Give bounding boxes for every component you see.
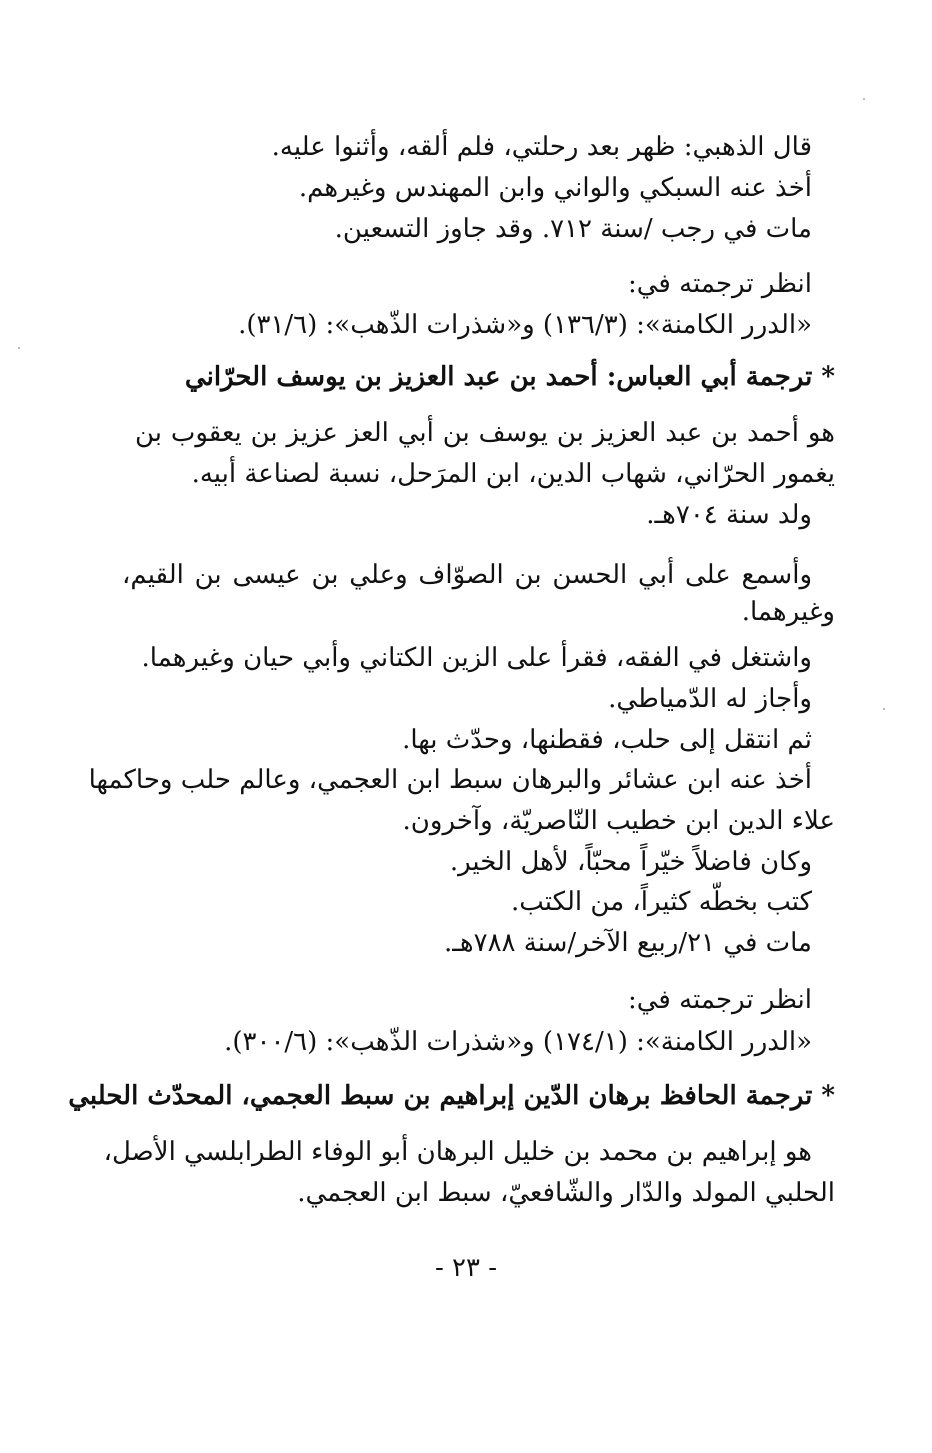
scan-speck [18,347,20,349]
text-line: علاء الدين ابن خطيب النّاصريّة، وآخرون. [402,806,835,836]
reference-citation: «الدرر الكامنة»: (١٧٤/١) و«شذرات الذّهب»: (٣٠٠/٦). [224,1027,812,1057]
text-line: ولد سنة ٧٠٤هـ. [646,500,812,530]
text-line: وأجاز له الدّمياطي. [608,684,812,714]
scan-speck [863,98,865,100]
text-line: مات في ٢١/ربيع الآخر/سنة ٧٨٨هـ. [444,928,812,958]
text-line: أخذ عنه ابن عشائر والبرهان سبط ابن العجمي، وعالم حلب وحاكمها [88,765,812,795]
text-line: قال الذهبي: ظهر بعد رحلتي، فلم ألقه، وأثنوا عليه. [271,132,812,162]
text-line: يغمور الحرّاني، شهاب الدين، ابن المرَحل، نسبة لصناعة أبيه. [191,459,835,489]
section-heading: * ترجمة الحافظ برهان الدّين إبراهيم بن سبط العجمي، المحدّث الحلبي [68,1081,835,1111]
text-line: ثم انتقل إلى حلب، فقطنها، وحدّث بها. [402,725,812,755]
text-line: هو أحمد بن عبد العزيز بن يوسف بن أبي العز عزيز بن يعقوب بن [135,418,835,448]
scan-speck [883,708,885,710]
text-line: أخذ عنه السبكي والواني وابن المهندس وغيرهم. [298,173,812,203]
text-line: واشتغل في الفقه، فقرأ على الزين الكتاني وأبي حيان وغيرهما. [141,643,812,673]
text-line: مات في رجب /سنة ٧١٢. وقد جاوز التسعين. [334,214,812,244]
page-number: - ٢٣ - [434,1253,498,1283]
text-line: الحلبي المولد والدّار والشّافعيّ، سبط ابن العجمي. [297,1178,835,1208]
section-heading: * ترجمة أبي العباس: أحمد بن عبد العزيز بن يوسف الحرّاني [184,362,835,392]
reference-citation: «الدرر الكامنة»: (١٣٦/٣) و«شذرات الذّهب»: (٣١/٦). [238,310,812,340]
text-line: وغيرهما. [741,597,835,627]
text-line: كتب بخطّه كثيراً، من الكتب. [511,887,812,917]
text-line: هو إبراهيم بن محمد بن خليل البرهان أبو الوفاء الطرابلسي الأصل، [103,1137,812,1167]
reference-intro: انظر ترجمته في: [628,269,812,299]
text-line: وكان فاضلاً خيّراً محبّاً، لأهل الخير. [449,847,812,877]
reference-intro: انظر ترجمته في: [628,985,812,1015]
text-line: وأسمع على أبي الحسن بن الصوّاف وعلي بن عيسى بن القيم، [122,560,812,590]
